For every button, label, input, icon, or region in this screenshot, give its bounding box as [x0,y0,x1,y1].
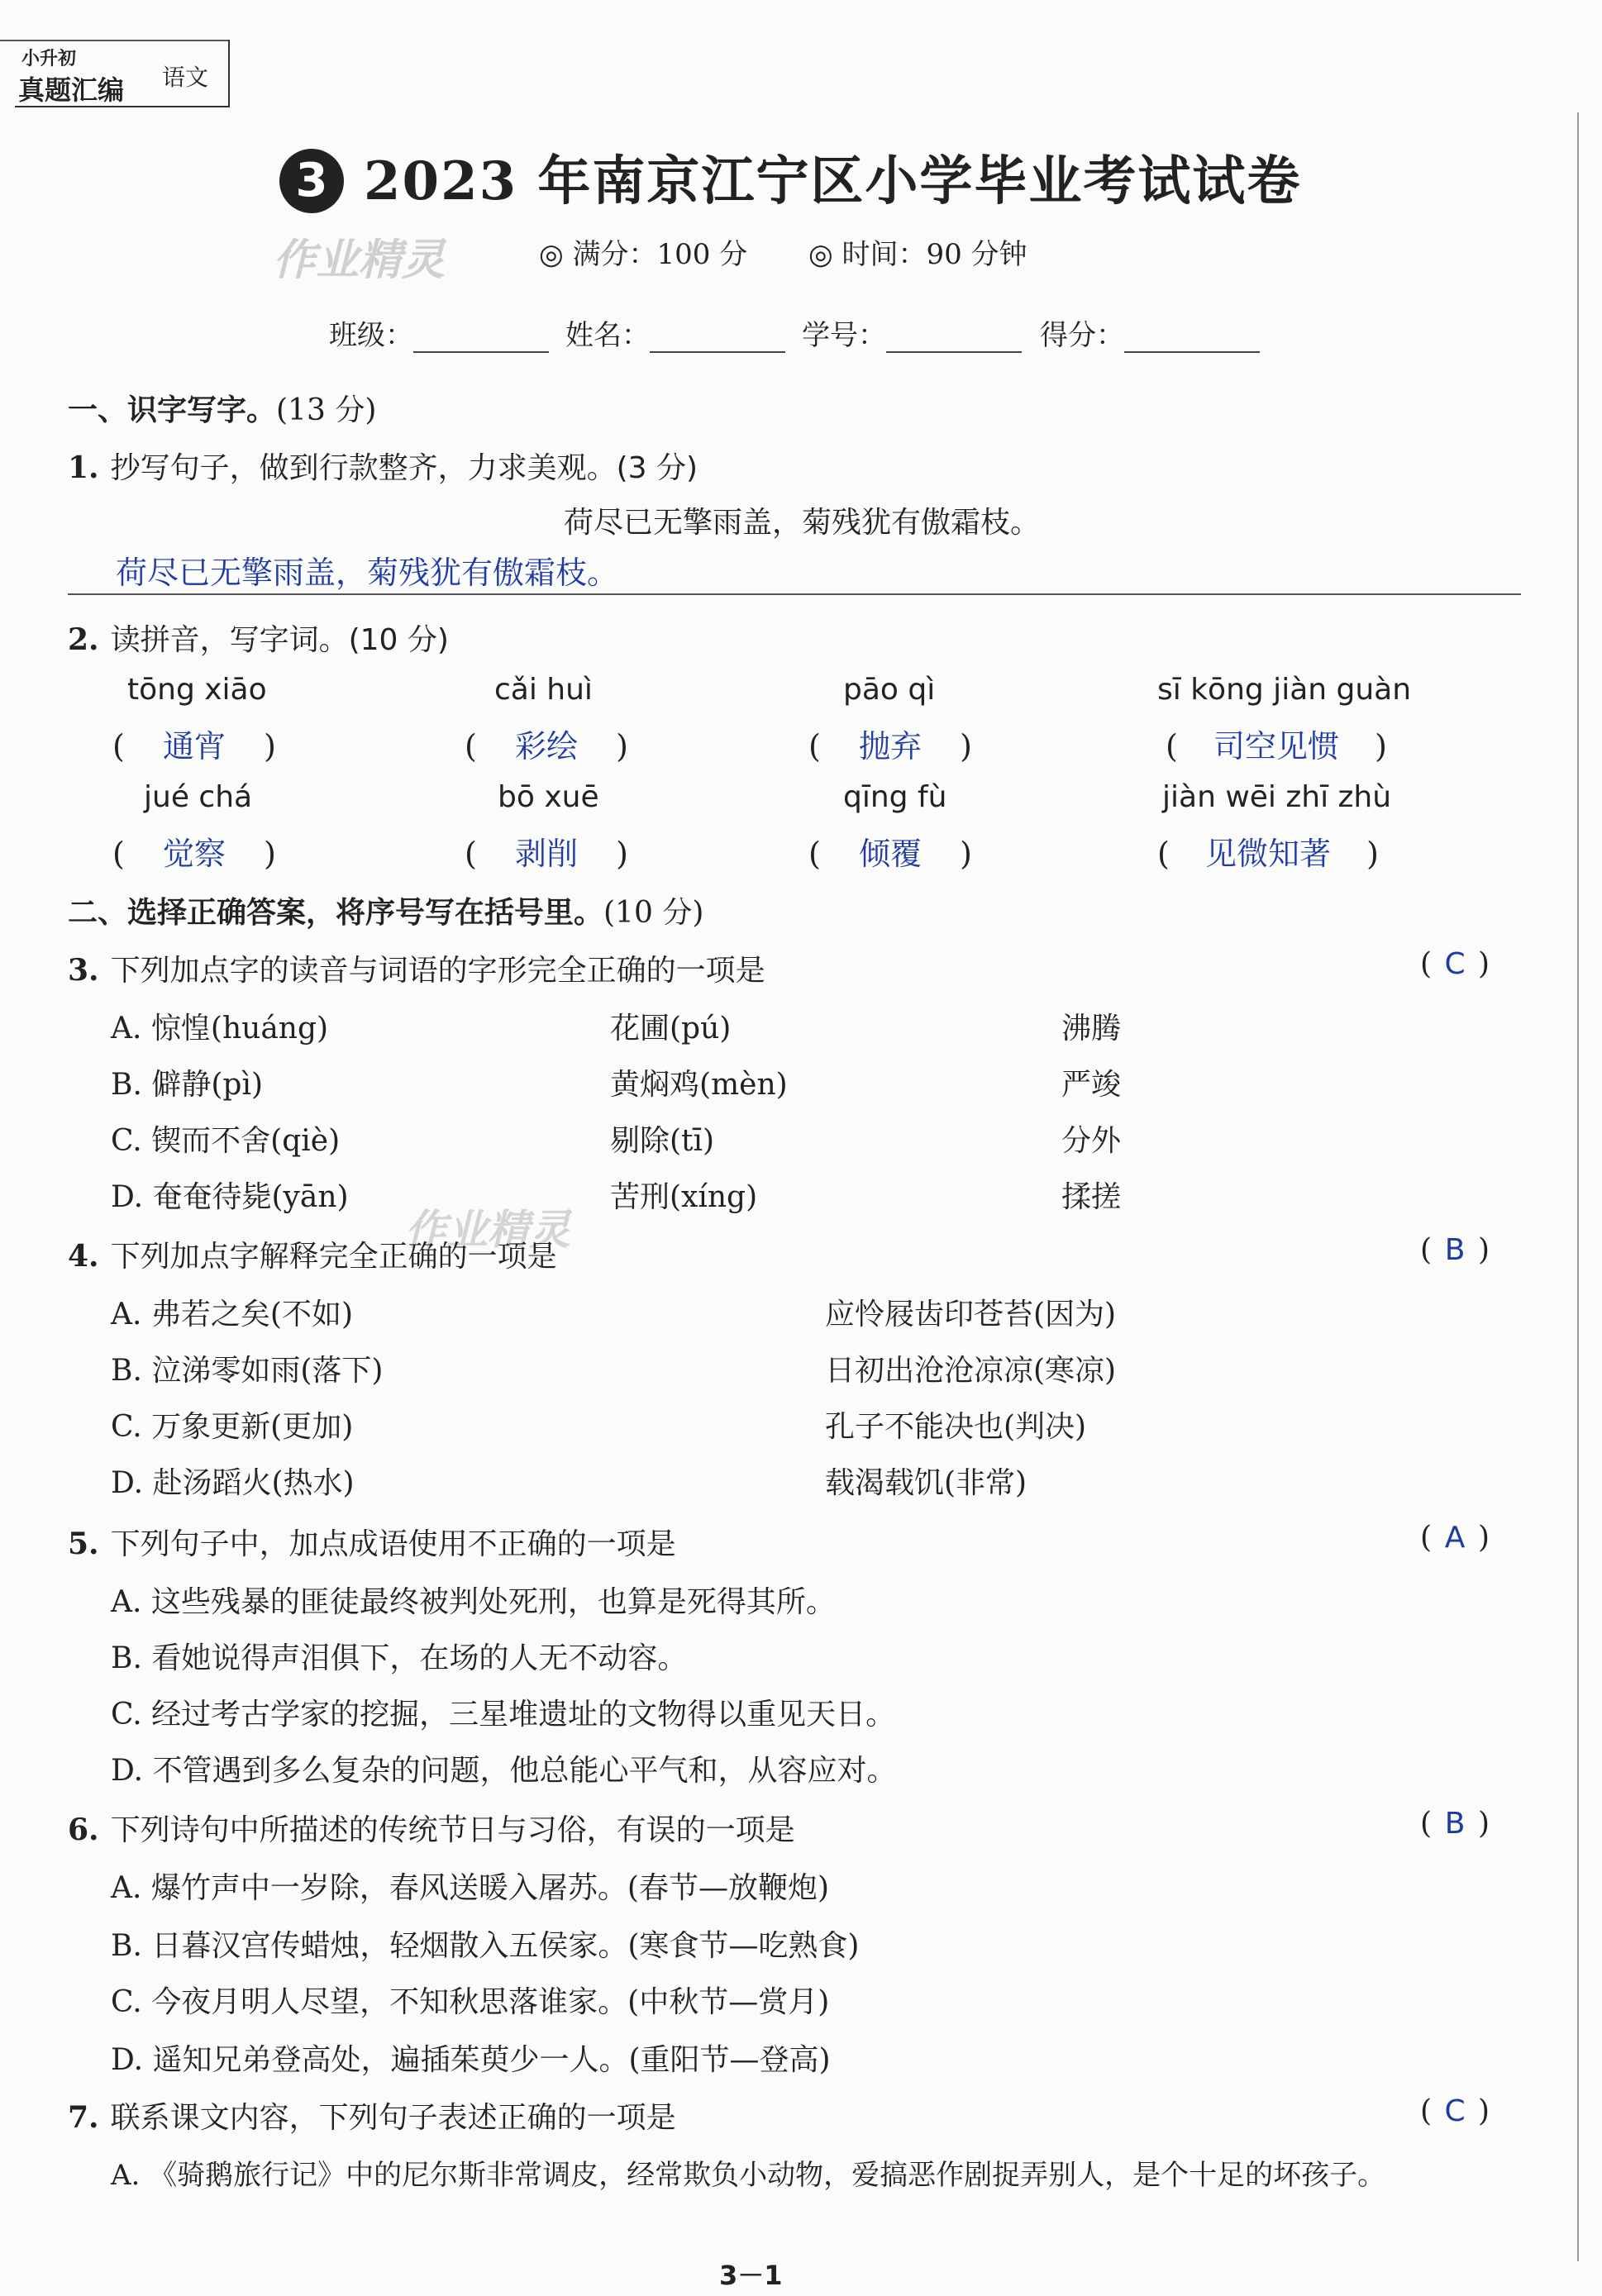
q3-option-d-word2: 苦刑(xíng) [610,1180,758,1214]
q4-option-c[interactable]: C. 万象更新(更加) [111,1410,354,1444]
q2-pinyin-3: pāo qì [843,673,936,707]
q2-pinyin-1: tōng xiāo [127,673,267,707]
q2-box-2[interactable]: ( 彩绘 ) [465,728,628,765]
q3-option-a-word3: 沸腾 [1061,1012,1122,1046]
q2-pinyin-6: bō xuē [498,780,599,814]
q5-option-a[interactable]: A. 这些残暴的匪徒最终被判处死刑，也算是死得其所。 [111,1585,836,1619]
q3-option-a-word2: 花圃(pú) [610,1012,732,1046]
q7-option-a[interactable]: A. 《骑鹅旅行记》中的尼尔斯非常调皮，经常欺负小动物，爱搞恶作剧捉弄别人，是个十足的坏孩子。 [111,2159,1386,2192]
q1-writing-line [68,593,1521,595]
q3-option-b-word3: 严竣 [1061,1068,1122,1102]
score-field[interactable] [1040,312,1260,353]
name-blank[interactable] [650,326,785,353]
q3-option-b-word2: 黄焖鸡(mèn) [610,1068,788,1102]
q2-box-6[interactable]: ( 剥削 ) [465,836,628,872]
q1-model-sentence: 荷尽已无擎雨盖，菊残犹有傲霜枝。 [564,506,1041,540]
watermark: 作业精灵 [273,236,446,285]
q4-option-c-part2: 孔子不能决也(判决) [825,1410,1087,1444]
class-field[interactable] [329,312,549,353]
student-id-field[interactable] [802,312,1022,353]
right-margin-rule [1577,112,1579,2261]
series-tag [15,40,230,107]
score-label: 得分： [1040,319,1124,352]
score-blank[interactable] [1124,326,1260,353]
q4-option-b[interactable]: B. 泣涕零如雨(落下) [111,1354,384,1388]
q5-answer-box[interactable]: ( A ) [1420,1521,1490,1555]
q2-box-1[interactable]: ( 通宵 ) [112,728,276,765]
q5-option-c[interactable]: C. 经过考古学家的挖掘，三星堆遗址的文物得以重见天日。 [111,1698,896,1732]
class-blank[interactable] [413,326,549,353]
series-line1: 小升初 [21,49,77,69]
q3-option-d-word3: 揉搓 [1061,1180,1122,1214]
q2-pinyin-4: sī kōng jiàn guàn [1157,673,1412,707]
q6-option-c[interactable]: C. 今夜月明人尽望，不知秋思落谁家。(中秋节—赏月) [111,1985,830,2019]
question-1: 1. 抄写句子，做到行款整齐，力求美观。(3 分) [68,450,698,485]
q3-option-a[interactable]: A. 惊惶(huáng) [111,1012,329,1046]
q3-option-b[interactable]: B. 僻静(pì) [111,1068,264,1102]
q3-answer-box[interactable]: ( C ) [1420,947,1490,981]
student-id-label: 学号： [802,319,886,352]
page-number: 3－1 [719,2260,783,2291]
q5-option-d[interactable]: D. 不管遇到多么复杂的问题，他总能心平气和，从容应对。 [111,1754,897,1788]
q2-box-7[interactable]: ( 倾覆 ) [808,836,972,872]
paper-number-badge: 3 [279,149,344,213]
subject-label: 语文 [162,64,209,91]
q3-option-c[interactable]: C. 锲而不舍(qiè) [111,1124,341,1158]
q2-box-4[interactable]: ( 司空见惯 ) [1166,728,1387,765]
question-7: 7. 联系课文内容，下列句子表述正确的一项是 [68,2100,676,2135]
q4-option-a-part2: 应怜屐齿印苍苔(因为) [825,1298,1117,1331]
q2-box-8[interactable]: ( 见微知著 ) [1157,836,1379,872]
q6-option-a[interactable]: A. 爆竹声中一岁除，春风送暖入屠苏。(春节—放鞭炮) [111,1871,829,1905]
q2-pinyin-8: jiàn wēi zhī zhù [1162,780,1392,814]
question-6: 6. 下列诗句中所描述的传统节日与习俗，有误的一项是 [68,1813,795,1847]
name-field[interactable] [565,312,785,353]
question-3: 3. 下列加点字的读音与词语的字形完全正确的一项是 [68,953,765,988]
section-2-heading: 二、选择正确答案，将序号写在括号里。(10 分) [68,896,704,930]
student-id-blank[interactable] [886,326,1022,353]
q2-box-3[interactable]: ( 抛弃 ) [808,728,972,765]
q6-answer-box[interactable]: ( B ) [1420,1807,1490,1841]
full-score: ◎ 满分：100 分 [539,238,748,271]
q6-option-b[interactable]: B. 日暮汉宫传蜡烛，轻烟散入五侯家。(寒食节—吃熟食) [111,1929,860,1963]
question-4: 4. 下列加点字解释完全正确的一项是 [68,1239,557,1274]
q4-option-d[interactable]: D. 赴汤蹈火(热水) [111,1466,355,1500]
q7-answer-box[interactable]: ( C ) [1420,2094,1490,2128]
question-2: 2. 读拼音，写字词。(10 分) [68,622,449,657]
q4-option-b-part2: 日初出沧沧凉凉(寒凉) [825,1354,1117,1388]
q2-pinyin-2: cǎi huì [494,673,593,707]
q3-option-d[interactable]: D. 奄奄待毙(yān) [111,1180,349,1214]
q4-answer-box[interactable]: ( B ) [1420,1233,1490,1267]
q4-option-a[interactable]: A. 弗若之矣(不如) [111,1298,353,1331]
q5-option-b[interactable]: B. 看她说得声泪俱下，在场的人无不动容。 [111,1641,688,1675]
question-5: 5. 下列句子中，加点成语使用不正确的一项是 [68,1527,676,1561]
q3-option-c-word2: 剔除(tī) [610,1124,715,1158]
q6-option-d[interactable]: D. 遥知兄弟登高处，遍插茱萸少一人。(重阳节—登高) [111,2043,831,2077]
q4-option-d-part2: 载渴载饥(非常) [825,1466,1027,1500]
section-1-heading: 一、识字写字。(13 分) [68,393,377,427]
class-label: 班级： [329,319,413,352]
q3-option-c-word3: 分外 [1061,1124,1122,1158]
name-label: 姓名： [565,319,650,352]
q2-pinyin-7: qīng fù [843,780,947,814]
q1-answer-text[interactable]: 荷尽已无擎雨盖，菊残犹有傲霜枝。 [116,555,619,591]
watermark-mid: 作业精灵 [405,1206,570,1254]
q2-pinyin-5: jué chá [144,780,253,814]
time-limit: ◎ 时间：90 分钟 [808,238,1027,271]
page-title: 2023 年南京江宁区小学毕业考试试卷 [364,150,1302,212]
series-line2: 真题汇编 [18,74,125,106]
q2-box-5[interactable]: ( 觉察 ) [112,836,276,872]
